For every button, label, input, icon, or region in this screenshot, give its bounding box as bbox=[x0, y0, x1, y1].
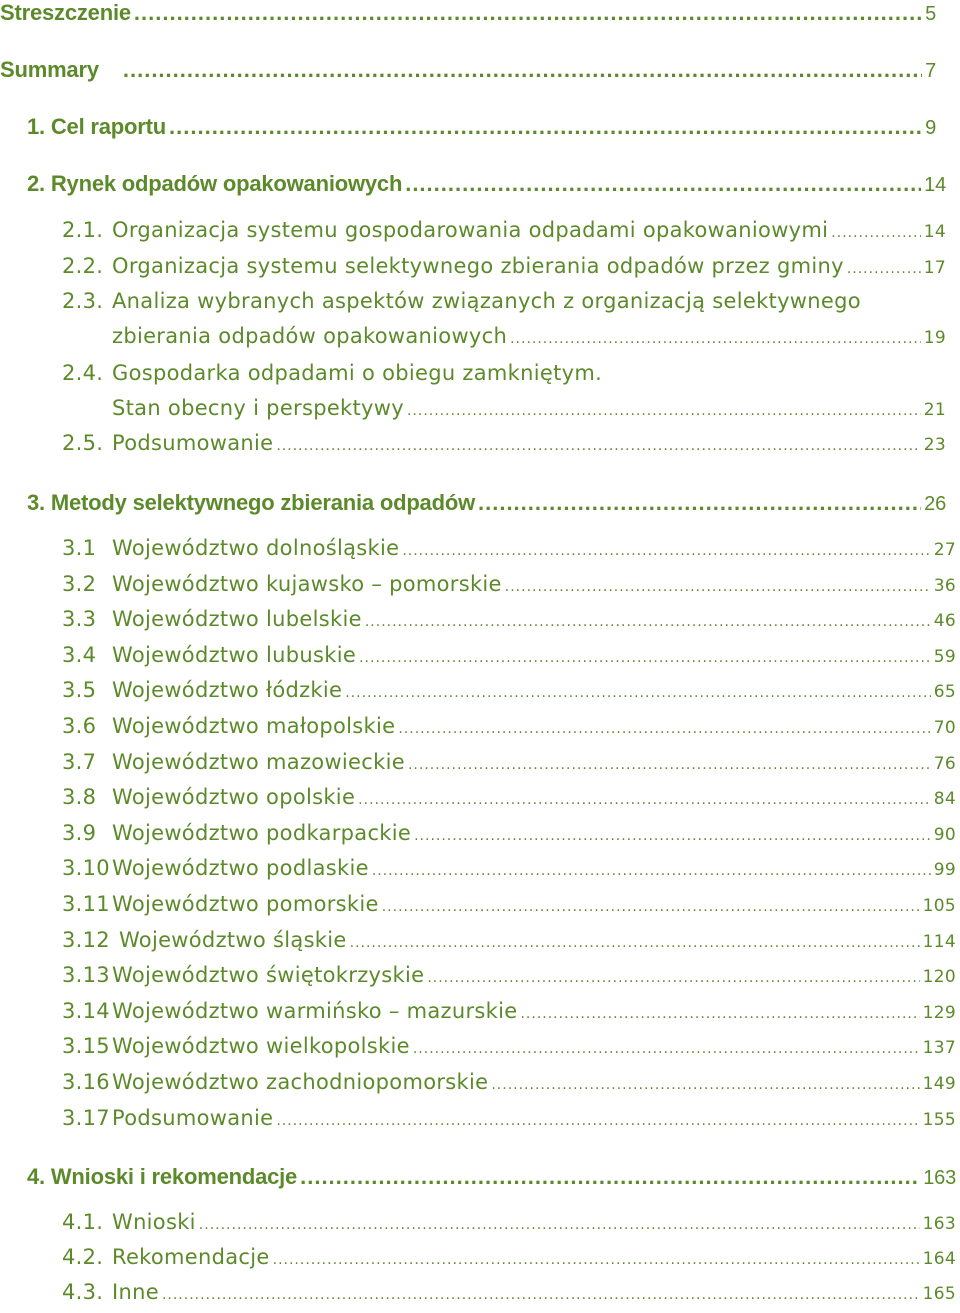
toc-page: 137 bbox=[922, 1038, 956, 1058]
toc-entry-summary[interactable] bbox=[0, 57, 936, 83]
toc-page: 163 bbox=[922, 1214, 956, 1234]
toc-entry-3-17[interactable] bbox=[62, 1106, 956, 1130]
toc-entry-2-4-line1[interactable] bbox=[62, 361, 602, 385]
toc-entry-metody[interactable] bbox=[27, 490, 946, 516]
toc-number: 3.13 bbox=[62, 963, 110, 987]
toc-page: 9 bbox=[925, 117, 936, 139]
toc-title: Województwo kujawsko – pomorskie bbox=[112, 572, 502, 596]
toc-page: 5 bbox=[925, 3, 936, 25]
toc-title: Województwo małopolskie bbox=[112, 714, 396, 738]
toc-page: 70 bbox=[933, 718, 956, 738]
toc-number: 3.1 bbox=[62, 536, 97, 560]
toc-title: Województwo dolnośląskie bbox=[112, 536, 400, 560]
leader-dots bbox=[402, 543, 930, 559]
toc-number: 3.3 bbox=[62, 607, 97, 631]
leader-dots bbox=[276, 438, 920, 454]
toc-number: 3.11 bbox=[62, 892, 110, 916]
toc-title: 2. Rynek odpadów opakowaniowych bbox=[27, 171, 403, 196]
toc-number: 4.2. bbox=[62, 1245, 104, 1269]
toc-page: 155 bbox=[922, 1110, 956, 1130]
toc-title: Województwo łódzkie bbox=[112, 678, 343, 702]
leader-dots bbox=[398, 721, 930, 737]
toc-number: 3.16 bbox=[62, 1070, 110, 1094]
toc-title: Podsumowanie bbox=[112, 1106, 274, 1130]
toc-entry-4-3[interactable] bbox=[62, 1280, 956, 1304]
toc-number: 3.5 bbox=[62, 678, 97, 702]
leader-dots bbox=[345, 685, 931, 701]
leader-dots bbox=[847, 261, 921, 277]
toc-entry-2-3-line1[interactable] bbox=[62, 289, 861, 313]
toc-entry-2-5[interactable] bbox=[62, 431, 946, 455]
toc-entry-3-11[interactable] bbox=[62, 892, 956, 916]
leader-dots bbox=[505, 579, 931, 595]
toc-title: Województwo mazowieckie bbox=[112, 750, 405, 774]
toc-number: 3.14 bbox=[62, 999, 110, 1023]
toc-number: 3.10 bbox=[62, 856, 110, 880]
toc-title: Streszczenie bbox=[0, 0, 131, 25]
toc-title: Analiza wybranych aspektów związanych z organizacją selektywnego bbox=[112, 289, 861, 313]
toc-entry-rynek-odpadow[interactable] bbox=[27, 171, 946, 197]
toc-title: 1. Cel raportu bbox=[27, 114, 167, 139]
toc-page: 120 bbox=[922, 967, 956, 987]
leader-dots bbox=[300, 1164, 920, 1190]
toc-title: Województwo świętokrzyskie bbox=[112, 963, 425, 987]
toc-entry-3-7[interactable] bbox=[62, 750, 956, 774]
toc-entry-2-2[interactable] bbox=[62, 254, 946, 278]
toc-page: 163 bbox=[923, 1167, 956, 1189]
toc-page: 26 bbox=[924, 493, 946, 515]
toc-title: Gospodarka odpadami o obiegu zamkniętym. bbox=[112, 361, 603, 385]
leader-dots bbox=[491, 1077, 919, 1093]
toc-title: Organizacja systemu gospodarowania odpadami opakowaniowymi bbox=[112, 218, 829, 242]
toc-number: 2.2. bbox=[62, 254, 104, 278]
toc-entry-wnioski-rekomendacje[interactable] bbox=[27, 1164, 956, 1190]
toc-title: Wnioski bbox=[112, 1210, 196, 1234]
toc-entry-3-2[interactable] bbox=[62, 572, 956, 596]
toc-title: Inne bbox=[112, 1280, 159, 1304]
toc-entry-3-6[interactable] bbox=[62, 714, 956, 738]
leader-dots bbox=[359, 650, 931, 666]
leader-dots bbox=[414, 828, 931, 844]
leader-dots bbox=[405, 171, 921, 197]
toc-entry-3-9[interactable] bbox=[62, 821, 956, 845]
toc-page: 165 bbox=[922, 1284, 956, 1304]
leader-dots bbox=[831, 225, 920, 241]
toc-title: Podsumowanie bbox=[112, 431, 274, 455]
leader-dots bbox=[407, 403, 921, 419]
leader-dots bbox=[382, 899, 920, 915]
toc-page: 129 bbox=[922, 1003, 956, 1023]
leader-dots bbox=[413, 1041, 920, 1057]
toc-entry-3-5[interactable] bbox=[62, 678, 956, 702]
toc-entry-3-3[interactable] bbox=[62, 607, 956, 631]
toc-number: 3.12 bbox=[62, 928, 110, 952]
toc-entry-3-12[interactable] bbox=[62, 928, 956, 952]
leader-dots bbox=[358, 792, 931, 808]
toc-entry-3-13[interactable] bbox=[62, 963, 956, 987]
toc-title: zbierania odpadów opakowaniowych bbox=[112, 324, 508, 348]
toc-number: 3.8 bbox=[62, 785, 97, 809]
toc-number: 3.9 bbox=[62, 821, 97, 845]
leader-dots bbox=[427, 970, 919, 986]
toc-entry-cel-raportu[interactable] bbox=[27, 114, 936, 140]
toc-title: Województwo zachodniopomorskie bbox=[112, 1070, 489, 1094]
toc-entry-3-4[interactable] bbox=[62, 643, 956, 667]
toc-title: Rekomendacje bbox=[112, 1245, 270, 1269]
toc-entry-2-4-line2[interactable] bbox=[112, 396, 946, 420]
leader-dots bbox=[478, 490, 921, 516]
toc-entry-3-16[interactable] bbox=[62, 1070, 956, 1094]
leader-dots bbox=[276, 1113, 919, 1129]
leader-dots bbox=[134, 0, 922, 26]
toc-page: 76 bbox=[933, 754, 956, 774]
toc-page: 23 bbox=[923, 435, 946, 455]
leader-dots bbox=[365, 614, 931, 630]
toc-page: 114 bbox=[922, 932, 956, 952]
toc-page: 59 bbox=[933, 647, 956, 667]
toc-page: 65 bbox=[933, 682, 956, 702]
leader-dots bbox=[162, 1287, 920, 1303]
toc-page: 84 bbox=[933, 789, 956, 809]
leader-dots bbox=[199, 1217, 920, 1233]
toc-number: 4.1. bbox=[62, 1210, 104, 1234]
toc-title: Stan obecny i perspektywy bbox=[112, 396, 404, 420]
toc-number: 3.7 bbox=[62, 750, 97, 774]
toc-page: 36 bbox=[933, 576, 956, 596]
toc-number: 2.1. bbox=[62, 218, 104, 242]
toc-title: Województwo lubuskie bbox=[112, 643, 357, 667]
toc-title: Województwo śląskie bbox=[112, 928, 347, 952]
toc-entry-3-1[interactable] bbox=[62, 536, 956, 560]
toc-number: 2.4. bbox=[62, 361, 104, 385]
leader-dots bbox=[273, 1252, 920, 1268]
toc-page: 14 bbox=[923, 222, 946, 242]
toc-entry-2-3-line2[interactable] bbox=[112, 324, 946, 348]
toc-page: 27 bbox=[933, 540, 956, 560]
toc-number: 3.17 bbox=[62, 1106, 110, 1130]
toc-number: 3.6 bbox=[62, 714, 97, 738]
toc-title: 3. Metody selektywnego zbierania odpadów bbox=[27, 490, 475, 515]
toc-page: 90 bbox=[933, 825, 956, 845]
toc-page: 17 bbox=[923, 258, 946, 278]
toc-page: 149 bbox=[922, 1074, 956, 1094]
leader-dots bbox=[123, 57, 922, 83]
toc-page: 46 bbox=[933, 611, 956, 631]
toc-entry-3-15[interactable] bbox=[62, 1034, 956, 1058]
toc-title: Summary bbox=[0, 57, 99, 82]
toc-page: 21 bbox=[923, 400, 946, 420]
toc-page: 19 bbox=[923, 328, 946, 348]
toc-page: 99 bbox=[933, 860, 956, 880]
toc-entry-3-10[interactable] bbox=[62, 856, 956, 880]
toc-entry-4-2[interactable] bbox=[62, 1245, 956, 1269]
toc-number: 3.2 bbox=[62, 572, 97, 596]
leader-dots bbox=[372, 863, 931, 879]
toc-entry-2-1[interactable] bbox=[62, 218, 946, 242]
toc-entry-3-8[interactable] bbox=[62, 785, 956, 809]
toc-number: 2.3. bbox=[62, 289, 104, 313]
toc-title: Województwo warmińsko – mazurskie bbox=[112, 999, 518, 1023]
toc-title: Województwo opolskie bbox=[112, 785, 356, 809]
leader-dots bbox=[169, 114, 922, 140]
toc-number: 3.15 bbox=[62, 1034, 110, 1058]
toc-title: Województwo lubelskie bbox=[112, 607, 362, 631]
toc-number: 4.3. bbox=[62, 1280, 104, 1304]
toc-entry-4-1[interactable] bbox=[62, 1210, 956, 1234]
toc-title: Województwo pomorskie bbox=[112, 892, 379, 916]
leader-dots bbox=[350, 935, 920, 951]
toc-title: Województwo podkarpackie bbox=[112, 821, 412, 845]
toc-number: 3.4 bbox=[62, 643, 97, 667]
toc-page: 7 bbox=[925, 60, 936, 82]
toc-page: 105 bbox=[922, 896, 956, 916]
toc-title: 4. Wnioski i rekomendacje bbox=[27, 1164, 298, 1189]
leader-dots bbox=[520, 1006, 919, 1022]
toc-title: Województwo wielkopolskie bbox=[112, 1034, 410, 1058]
toc-title: Organizacja systemu selektywnego zbierania odpadów przez gminy bbox=[112, 254, 844, 278]
toc-number: 2.5. bbox=[62, 431, 104, 455]
toc-page: 14 bbox=[924, 174, 946, 196]
toc-entry-3-14[interactable] bbox=[62, 999, 956, 1023]
leader-dots bbox=[408, 757, 931, 773]
toc-title: Województwo podlaskie bbox=[112, 856, 369, 880]
leader-dots bbox=[510, 331, 921, 347]
toc-entry-streszczenie[interactable] bbox=[0, 0, 936, 26]
toc-page: 164 bbox=[922, 1249, 956, 1269]
